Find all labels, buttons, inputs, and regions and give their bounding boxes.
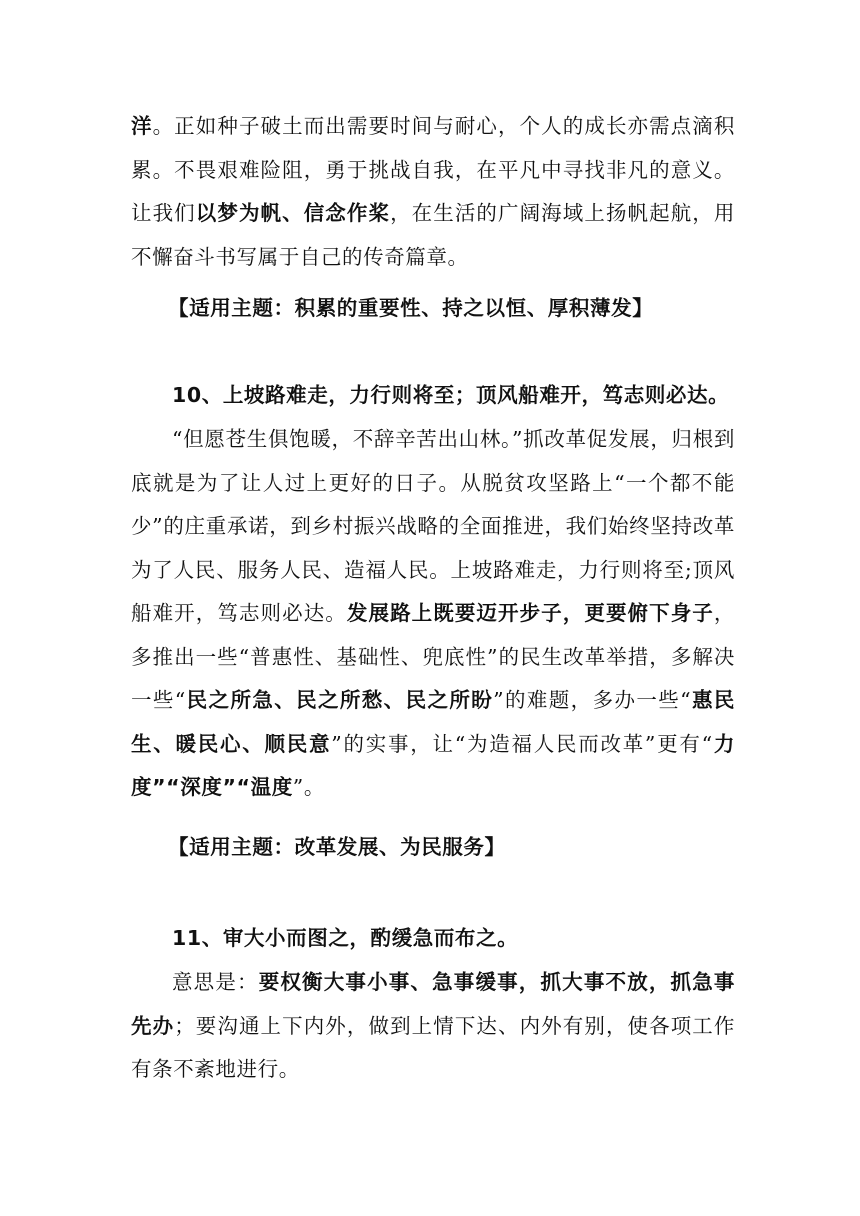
- body-text: ，多推出一些“普惠性、基础性、兜底性”的民生改革举措，多解决一些“: [131, 601, 736, 712]
- bold-text: 力度”“深度”“温度: [131, 731, 735, 799]
- section-heading-10: 10、上坡路难走，力行则将至；顶风船难开，笃志则必达。: [172, 383, 730, 407]
- body-text: ”。: [292, 775, 325, 799]
- body-text: ”的实事，让“为造福人民而改革”更有“: [331, 731, 713, 756]
- paragraph-priorities: [131, 961, 735, 1092]
- section-heading-11: 11、审大小而图之，酌缓急而布之。: [172, 926, 519, 950]
- body-text: 意思是：: [172, 970, 259, 994]
- paragraph-reform: [131, 418, 735, 810]
- bold-text: 发展路上既要迈开步子，更要俯下身子: [346, 601, 714, 625]
- bold-text: 惠民生、暖民心、顺民意: [131, 688, 736, 756]
- body-text: 。正如种子破土而出需要时间与耐心，个人的成长亦需点滴积累。不畏艰难险阻，勇于挑战自我，在平凡中寻找非凡的意义。让我们: [131, 114, 735, 225]
- bold-text: 洋: [131, 114, 153, 138]
- body-text: “但愿苍生俱饱暖，不辞辛苦出山林。”抓改革促发展，归根到底就是为了让人过上更好的日子。从脱贫攻坚路上“一个都不能少”的庄重承诺，到乡村振兴战略的全面推进，我们始终坚持改革为了人民、服务人民、造福人民。上坡路难走，力行则将至;顶风船难开，笃志则必达。: [131, 427, 735, 625]
- bold-text: 要权衡大事小事、急事缓事，抓大事不放，抓急事先办: [131, 970, 735, 1038]
- bold-text: 民之所急、民之所愁、民之所盼: [185, 688, 494, 712]
- bold-text: 以梦为帆、信念作桨: [195, 201, 391, 225]
- theme-label: 【适用主题：改革发展、为民服务】: [168, 835, 506, 859]
- body-text: ”的难题，多办一些“: [493, 688, 692, 712]
- theme-label: 【适用主题：积累的重要性、持之以恒、厚积薄发】: [168, 296, 654, 320]
- paragraph-growth: [131, 105, 735, 279]
- body-text: ；要沟通上下内外，做到上情下达、内外有别，使各项工作有条不紊地进行。: [131, 1013, 735, 1081]
- body-text: ，在生活的广阔海域上扬帆起航，用不懈奋斗书写属于自己的传奇篇章。: [131, 201, 735, 269]
